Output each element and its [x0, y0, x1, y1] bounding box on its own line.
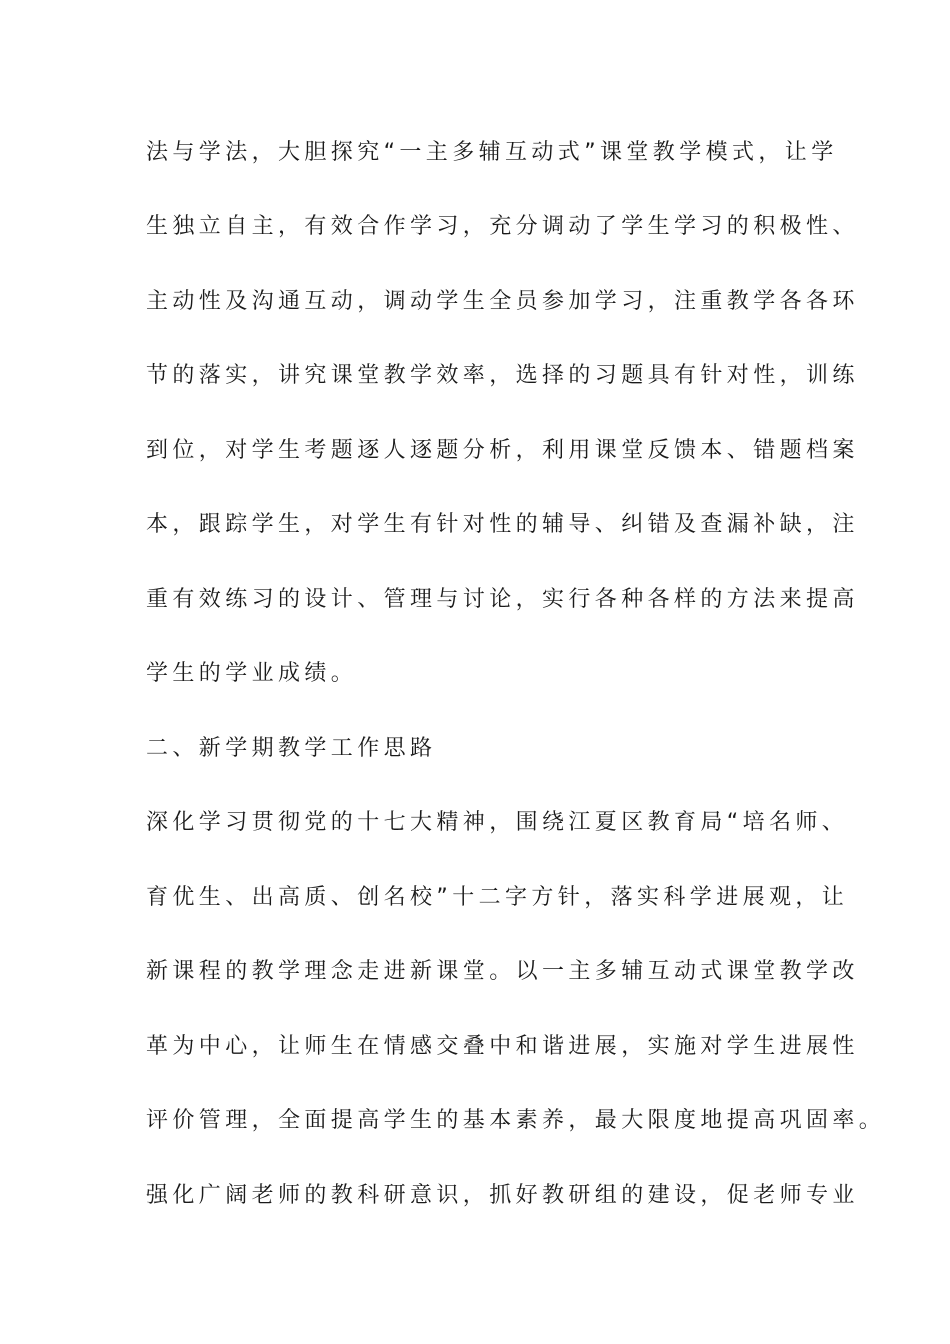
paragraph-line: 强化广阔老师的教科研意识，抓好教研组的建设，促老师专业 — [146, 1183, 859, 1208]
paragraph-line: 革为中心，让师生在情感交叠中和谐进展，实施对学生进展性 — [146, 1034, 859, 1059]
paragraph-line: 本，跟踪学生，对学生有针对性的辅导、纠错及查漏补缺，注 — [146, 512, 859, 537]
section-heading: 二、新学期教学工作思路 — [146, 736, 437, 761]
paragraph-line: 主动性及沟通互动，调动学生全员参加学习，注重教学各各环 — [146, 289, 859, 314]
paragraph-line: 到位，对学生考题逐人逐题分析，利用课堂反馈本、错题档案 — [146, 438, 859, 463]
paragraph-line: 生独立自主，有效合作学习，充分调动了学生学习的积极性、 — [146, 214, 859, 239]
paragraph-line: 法与学法，大胆探究“一主多辅互动式”课堂教学模式，让学 — [146, 140, 838, 165]
paragraph-line: 学生的学业成绩。 — [146, 661, 358, 686]
paragraph-line: 新课程的教学理念走进新课堂。以一主多辅互动式课堂教学改 — [146, 959, 859, 984]
paragraph-line: 评价管理，全面提高学生的基本素养，最大限度地提高巩固率。 — [146, 1108, 886, 1133]
paragraph-line: 育优生、出高质、创名校”十二字方针，落实科学进展观，让 — [146, 885, 849, 910]
paragraph-line: 重有效练习的设计、管理与讨论，实行各种各样的方法来提高 — [146, 587, 859, 612]
paragraph-line: 深化学习贯彻党的十七大精神，围绕江夏区教育局“培名师、 — [146, 810, 849, 835]
paragraph-line: 节的落实，讲究课堂教学效率，选择的习题具有针对性，训练 — [146, 363, 859, 388]
